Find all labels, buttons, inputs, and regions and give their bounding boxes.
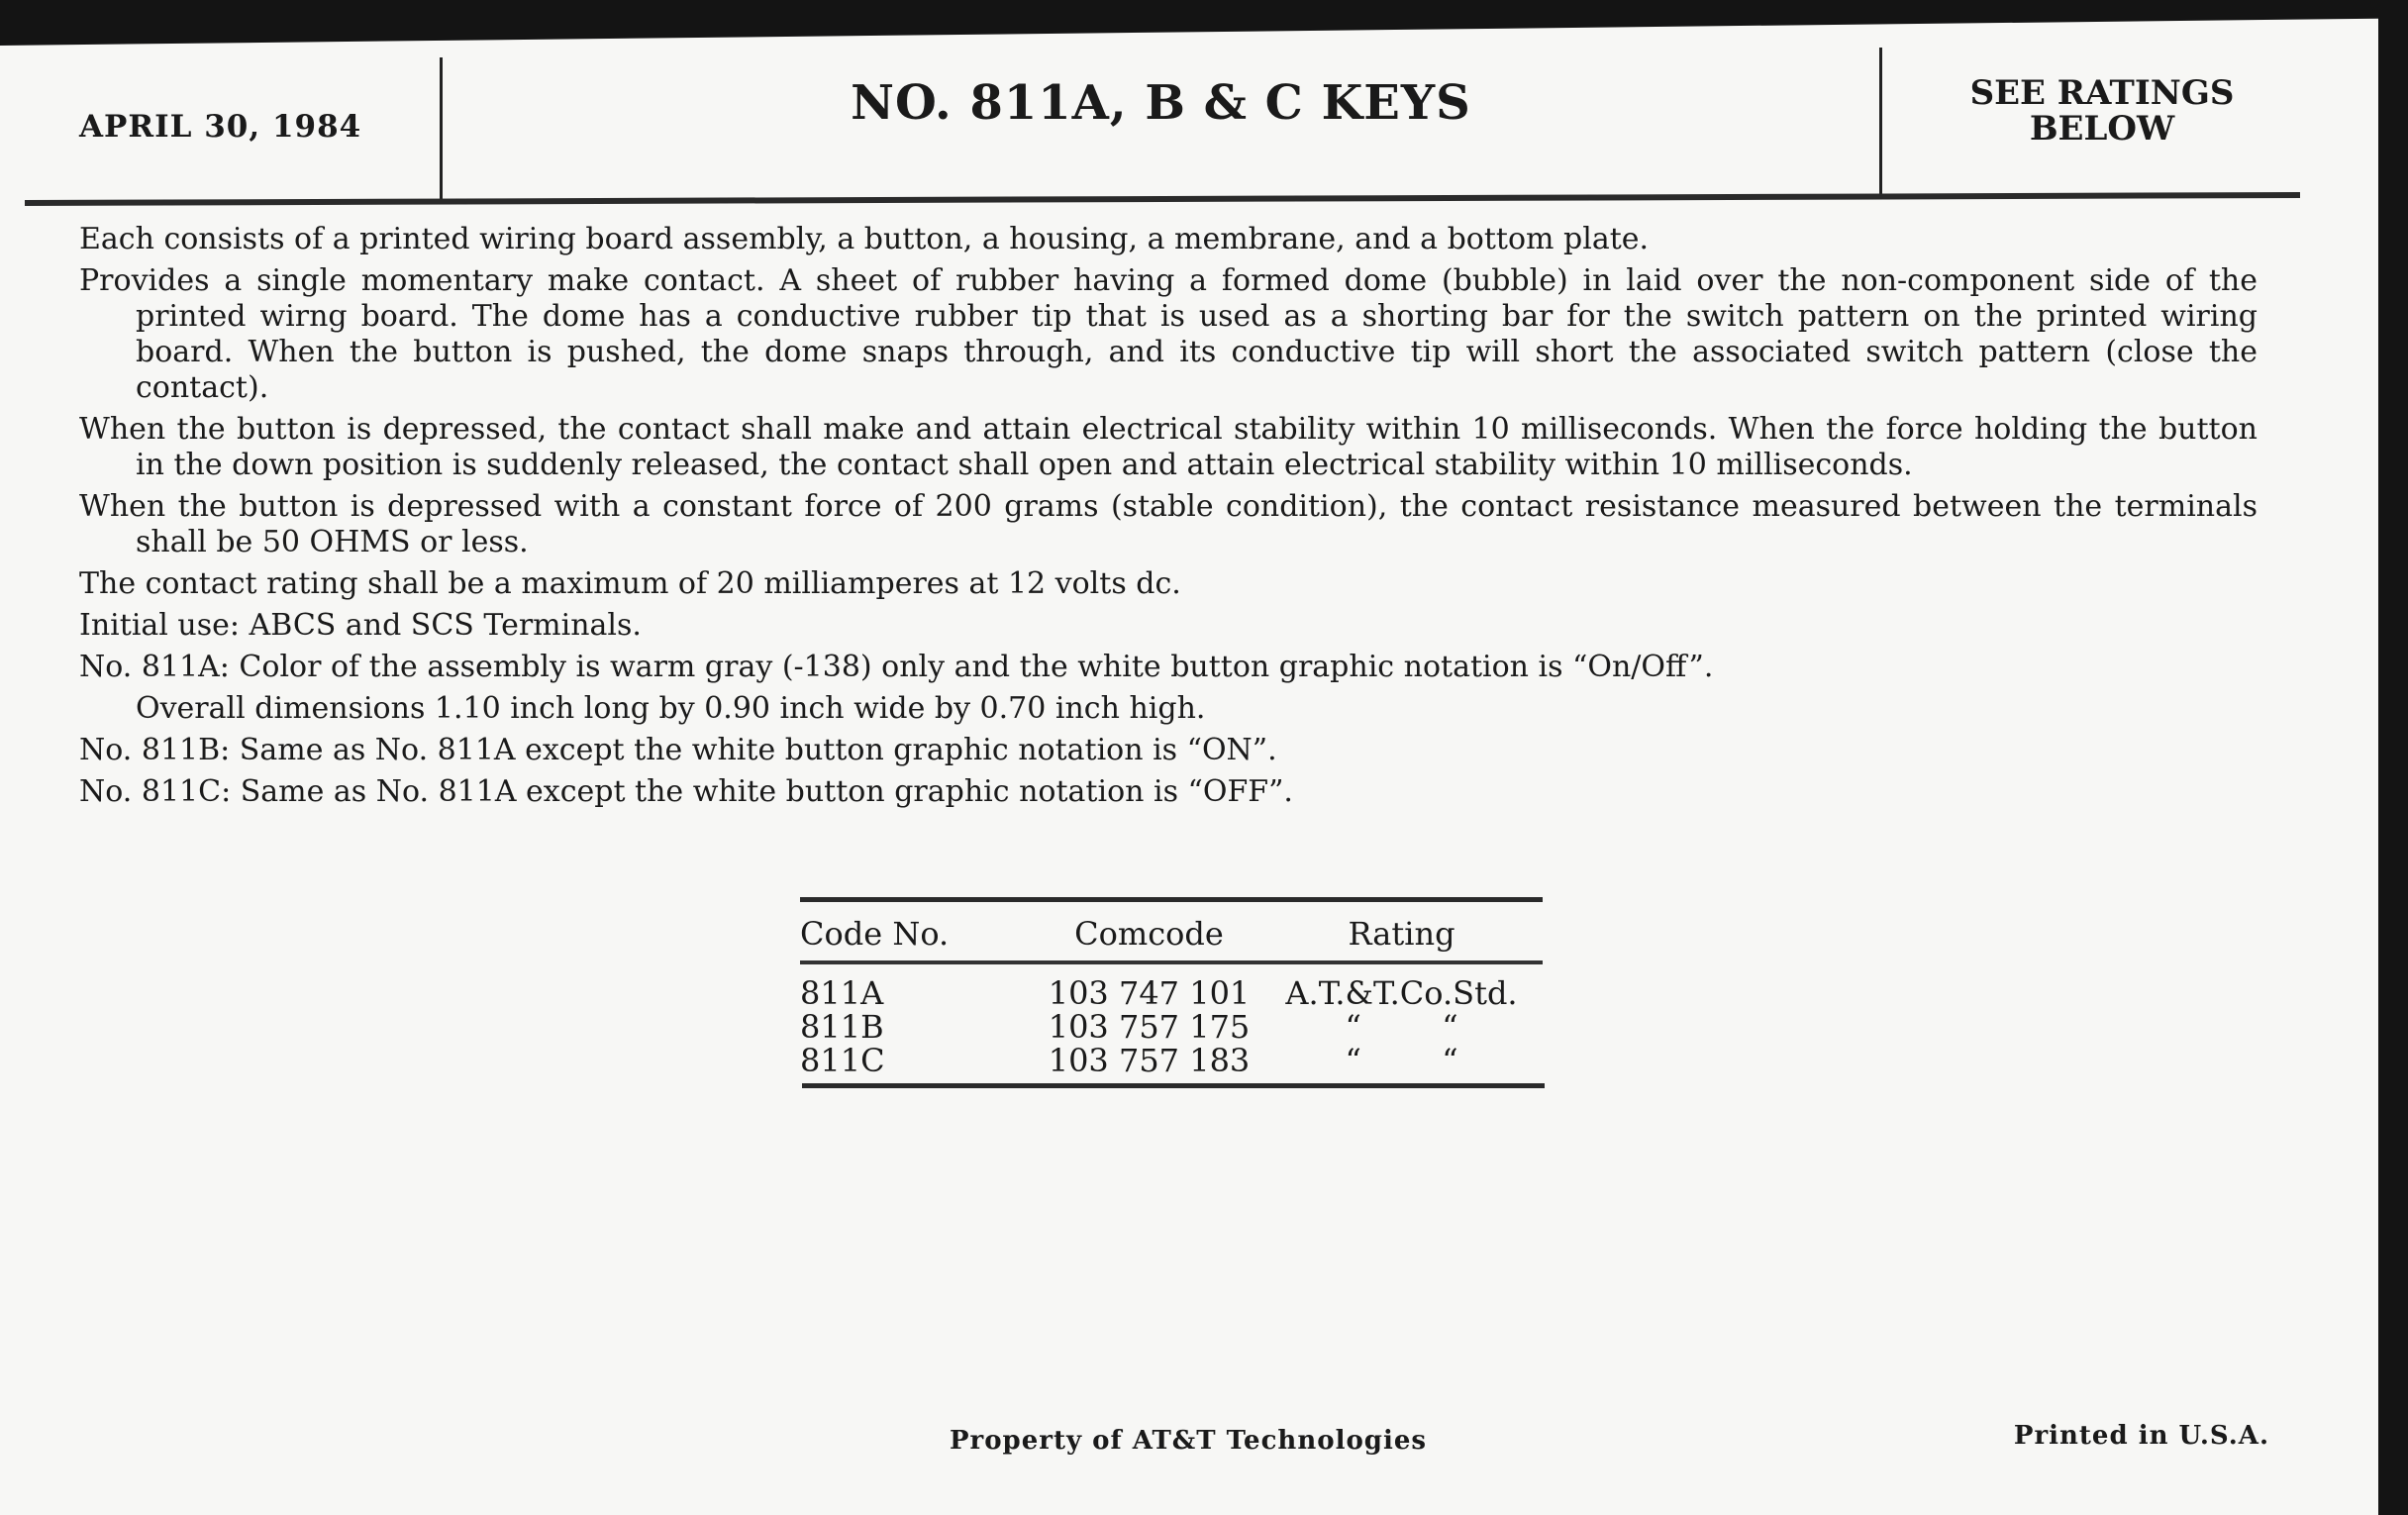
table-row bbox=[800, 1044, 1543, 1085]
table-top-rule bbox=[800, 897, 1543, 902]
page-title: NO. 811A, B & C KEYS bbox=[851, 75, 1471, 131]
cell-code: 811B bbox=[800, 1008, 884, 1046]
paragraph: The contact rating shall be a maximum of 20 milliamperes at 12 volts dc. bbox=[79, 566, 1181, 601]
footer-property: Property of AT&T Technologies bbox=[949, 1426, 1428, 1456]
header-divider bbox=[1879, 48, 1882, 194]
paragraph: No. 811B: Same as No. 811A except the white button graphic notation is “ON”. bbox=[79, 733, 1277, 767]
header-rule bbox=[25, 192, 2300, 206]
cell-rating: “ “ bbox=[1345, 1042, 1458, 1079]
scan-border-right bbox=[2378, 0, 2408, 1515]
paragraph: Overall dimensions 1.10 inch long by 0.90 inch wide by 0.70 inch high. bbox=[136, 691, 1206, 726]
cell-comcode: 103 757 175 bbox=[1048, 1008, 1251, 1046]
table-row bbox=[800, 1010, 1543, 1044]
footer-printed: Printed in U.S.A. bbox=[2013, 1421, 2269, 1451]
paragraph: No. 811C: Same as No. 811A except the white button graphic notation is “OFF”. bbox=[79, 774, 1293, 809]
cell-rating: A.T.&T.Co.Std. bbox=[1285, 974, 1518, 1012]
cell-comcode: 103 757 183 bbox=[1048, 1042, 1251, 1079]
scan-border-top bbox=[0, 0, 2408, 46]
cell-comcode: 103 747 101 bbox=[1048, 974, 1251, 1012]
column-header: Rating bbox=[1260, 903, 1543, 962]
rating-note bbox=[1884, 75, 2320, 147]
column-header: Comcode bbox=[1038, 903, 1260, 962]
paragraph: When the button is depressed with a constant force of 200 grams (stable condition), the contact resistance measured between the terminals shall be 50 OHMS or less. bbox=[79, 489, 2258, 559]
paragraph: Each consists of a printed wiring board assembly, a button, a housing, a membrane, and a bottom plate. bbox=[79, 222, 1650, 256]
rating-note-line: SEE RATINGS bbox=[1969, 73, 2235, 113]
cell-rating: “ “ bbox=[1345, 1008, 1458, 1046]
table-header-row bbox=[800, 903, 1543, 962]
ratings-table bbox=[800, 903, 1543, 1085]
issue-date: APRIL 30, 1984 bbox=[79, 109, 362, 145]
cell-code: 811A bbox=[800, 974, 884, 1012]
paragraph: When the button is depressed, the contact shall make and attain electrical stability within 10 milliseconds. When the force holding the button in the down position is suddenly released, the contact shall open and attain electrical stability within 10 milliseconds. bbox=[79, 412, 2258, 482]
paragraph: No. 811A: Color of the assembly is warm gray (-138) only and the white button graphic notation is “On/Off”. bbox=[79, 650, 1714, 684]
cell-code: 811C bbox=[800, 1042, 885, 1079]
rating-note-line: BELOW bbox=[2029, 109, 2175, 149]
paragraph: Initial use: ABCS and SCS Terminals. bbox=[79, 608, 642, 643]
table-bottom-rule bbox=[802, 1083, 1545, 1088]
description bbox=[79, 222, 2258, 816]
column-header: Code No. bbox=[800, 903, 1038, 962]
paragraph: Provides a single momentary make contact. A sheet of rubber having a formed dome (bubble) in laid over the non-component side of the printed wirng board. The dome has a conductive rubber tip that is used as a shorting bar for the switch pattern on the printed wiring board. When the button is pushed, the dome snaps through, and its conductive tip will short the associated switch pattern (close the contact). bbox=[79, 263, 2258, 405]
table-row bbox=[800, 962, 1543, 1010]
